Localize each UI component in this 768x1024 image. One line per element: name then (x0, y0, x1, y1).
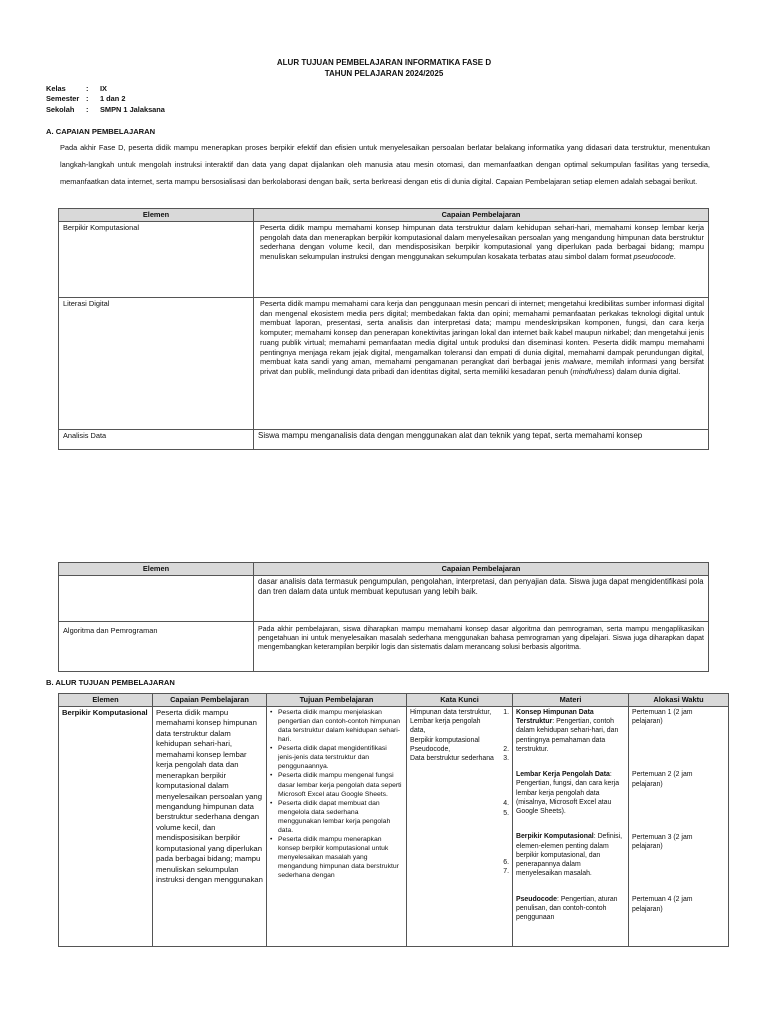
table-row (59, 621, 709, 671)
meta-label: Sekolah (46, 104, 75, 114)
list-item: 4. (503, 800, 509, 808)
col-header-capaian: Capaian Pembelajaran (153, 694, 267, 707)
cell-alokasi (629, 706, 729, 946)
table-header-row (59, 209, 709, 222)
section-b-heading: B. ALUR TUJUAN PEMBELAJARAN (46, 678, 175, 687)
cell-elemen: Berpikir Komputasional (59, 221, 254, 297)
cell-elemen: Algoritma dan Pemrograman (59, 621, 254, 671)
list-item: 7. (503, 868, 509, 876)
table-header-row (59, 694, 729, 707)
meta-value: 1 dan 2 (100, 94, 126, 104)
col-header-tujuan: Tujuan Pembelajaran (267, 694, 407, 707)
list-item: • Peserta didik mampu mengenal fungsi dasar lembar kerja pengolah data seperti Microsoft Excel atau Google Sheets. (270, 771, 403, 798)
list-item: • Peserta didik mampu menerapkan konsep berpikir komputasional untuk menyelesaikan masalah yang mengandung himpunan data berstruktur sederhana dengan (270, 835, 403, 880)
cell-tujuan (267, 706, 407, 946)
list-item: • Peserta didik mampu menjelaskan pengertian dan contoh-contoh himpunan data terstruktur dalam kehidupan sehari-hari. (270, 708, 403, 744)
tujuan-list (270, 708, 403, 881)
list-item: 5. (503, 809, 509, 817)
meta-sekolah: Sekolah : SMPN 1 Jalaksana (46, 104, 165, 114)
col-header-elemen: Elemen (59, 563, 254, 576)
document-meta (46, 84, 165, 115)
list-item: • Peserta didik dapat mengidentifikasi jenis-jenis data terstruktur dan penggunaannya. (270, 744, 403, 771)
cell-capaian: Peserta didik mampu memahami cara kerja dan penggunaan mesin pencari di internet; mengetahui kredibilitas sumber informasi digital dan mengenal ekosistem media pers digital; membedakan fakta dan opini; memahami pemanfaatan perkakas teknologi digital untuk membuat laporan, presentasi, serta analisis dan interpretasi data; mampu mendeskripsikan komponen, fungsi, dan cara kerja komputer; memahami konsep dan penerapan konektivitas jaringan lokal dan internet baik kabel maupun nirkabel; dan mengetahui jenis ruang publik virtual; memahami pemanfaatan media digital untuk produksi dan diseminasi konten. Peserta didik mampu memahami pentingnya menjaga rekam jejak digital, mengamalkan toleransi dan empati di dunia digital, memahami dampak perundungan digital, membuat kata sandi yang aman, memahami pengamanan perangkat dari berbagai jenis malware, memilah informasi yang bersifat privat dan publik, melindungi data pribadi dan identitas digital, serta memiliki kesadaran penuh (mindfulness) dalam dunia digital. (254, 297, 709, 429)
list-item: Pseudocode: Pengertian, aturan penulisan, dan contoh-contoh penggunaan (516, 895, 618, 922)
cell-capaian: Siswa mampu menganalisis data dengan menggunakan alat dan teknik yang tepat, serta memahami konsep (254, 429, 709, 449)
cell-materi (513, 706, 629, 946)
title-line-2: TAHUN PELAJARAN 2024/2025 (324, 68, 444, 78)
list-item: Lembar Kerja Pengolah Data: Pengertian, fungsi, dan cara kerja lembar kerja pengolah data (misalnya, Microsoft Excel atau Google Sheets). (516, 771, 620, 816)
table-row (59, 221, 709, 297)
list-item: Lembar kerja pengolah data, (410, 718, 481, 735)
table-row (59, 706, 729, 946)
list-item: Pertemuan 1 (2 jam pelajaran) (632, 708, 693, 726)
list-item: Berpikir komputasional (410, 736, 480, 744)
list-item: Pertemuan 2 (2 jam pelajaran) (632, 771, 693, 788)
cell-capaian: Peserta didik mampu memahami konsep himpunan data terstruktur dalam kehidupan sehari-hari, memahami konsep lembar kerja pengolah data dan menerapkan berpikir komputasional dalam menyelesaikan persoalan yang mengandung himpunan data berstruktur sederhana dengan volume kecil, dan mendisposisikan berpikir komputasional yang diperlukan pada berbagai bidang; mampu menuliskan sekumpulan instruksi dengan menggunakan sekumpulan kosakata terbatas atau simbol dalam format pseudocode. (254, 221, 709, 297)
meta-value: IX (100, 84, 107, 93)
list-item: Berpikir Komputasional: Definisi, elemen-elemen penting dalam berpikir komputasional, dan penerapannya dalam menyelesaikan masalah. (516, 833, 623, 878)
list-item: Pseudocode, 2. (410, 745, 509, 753)
col-header-materi: Materi (513, 694, 629, 707)
meta-kelas: Kelas : IX (46, 84, 107, 93)
meta-semester: Semester : 1 dan 2 (46, 94, 126, 104)
col-header-capaian: Capaian Pembelajaran (254, 209, 709, 222)
list-item: Data berstruktur sederhana 3. (410, 755, 509, 763)
col-header-alokasi: Alokasi Waktu (629, 694, 729, 707)
col-header-kata-kunci: Kata Kunci (407, 694, 513, 707)
cell-elemen: Berpikir Komputasional (59, 706, 153, 946)
col-header-elemen: Elemen (59, 209, 254, 222)
title-line-1: ALUR TUJUAN PEMBELAJARAN INFORMATIKA FASE D (276, 58, 492, 67)
meta-value: SMPN 1 Jalaksana (100, 104, 165, 114)
alur-tujuan-table (58, 693, 729, 947)
section-a-heading: A. CAPAIAN PEMBELAJARAN (46, 127, 156, 136)
section-a-intro: Pada akhir Fase D, peserta didik mampu menerapkan proses berpikir efektif dan efisien untuk menyelesaikan persoalan berlatar belakang informatika yang didasari data terstruktur, menentukan langkah-langkah untuk mengolah instruksi interaktif dan data yang dapat dijalankan oleh manusia atau mesin otomasi, dan memanfaatkan dengan optimal sekumpulan fasilitas yang tersedia, memanfaatkan data internet, serta mampu bersosialisasi dan berkolaborasi dengan baik, serta berkreasi dengan etis di dunia digital. Capaian Pembelajaran setiap elemen adalah sebagai berikut. (60, 143, 710, 186)
table-row (59, 429, 709, 449)
table-header-row (59, 563, 709, 576)
list-item: Konsep Himpunan Data Terstruktur: Pengertian, contoh dalam kehidupan sehari-hari, dan pentingnya pemahaman data terstruktur. (516, 708, 619, 753)
cell-capaian: Pada akhir pembelajaran, siswa diharapkan mampu memahami konsep dasar algoritma dan pemrograman, serta mampu mengaplikasikan pengetahuan ini untuk menyelesaikan masalah sederhana menggunakan bahasa pemrograman yang dipelajari. Siswa juga diharapkan dapat mengembangkan keterampilan berpikir logis dan sistematis dalam merancang solusi berbasis algoritma. (254, 621, 709, 671)
meta-label: Semester (46, 94, 80, 104)
col-header-capaian: Capaian Pembelajaran (254, 563, 709, 576)
table-row (59, 297, 709, 429)
document-title (0, 58, 768, 80)
cell-capaian: Peserta didik mampu memahami konsep himpunan data terstruktur dalam kehidupan sehari-hari, memahami konsep lembar kerja pengolah data dan menerapkan berpikir komputasional dalam menyelesaikan persoalan yang mengandung himpunan data berstruktur sederhana dengan volume kecil, dan mendisposisikan berpikir komputasional yang diperlukan pada berbagai bidang; mampu menuliskan sekumpulan instruksi dengan menggunakan (153, 706, 267, 946)
list-item: • Peserta didik dapat membuat dan mengelola data sederhana menggunakan lembar kerja pengolah data. (270, 799, 403, 835)
col-header-elemen: Elemen (59, 694, 153, 707)
capaian-table (58, 208, 709, 450)
list-item: Himpunan data terstruktur, 1. (410, 708, 509, 716)
cell-elemen: Literasi Digital (59, 297, 254, 429)
cell-elemen: Analisis Data (59, 429, 254, 449)
list-item: Pertemuan 4 (2 jam pelajaran) (632, 896, 693, 913)
list-item: 6. (503, 858, 509, 866)
table-row (59, 575, 709, 621)
cell-elemen (59, 575, 254, 621)
cell-kata-kunci (407, 706, 513, 946)
meta-label: Kelas (46, 84, 66, 93)
cell-capaian: dasar analisis data termasuk pengumpulan, pengolahan, interpretasi, dan penyajian data. Siswa juga dapat mengidentifikasi pola dan tren dalam data untuk membuat keputusan yang lebih baik. (254, 575, 709, 621)
capaian-table-continued (58, 562, 709, 672)
list-item: Pertemuan 3 (2 jam pelajaran) (632, 833, 693, 851)
